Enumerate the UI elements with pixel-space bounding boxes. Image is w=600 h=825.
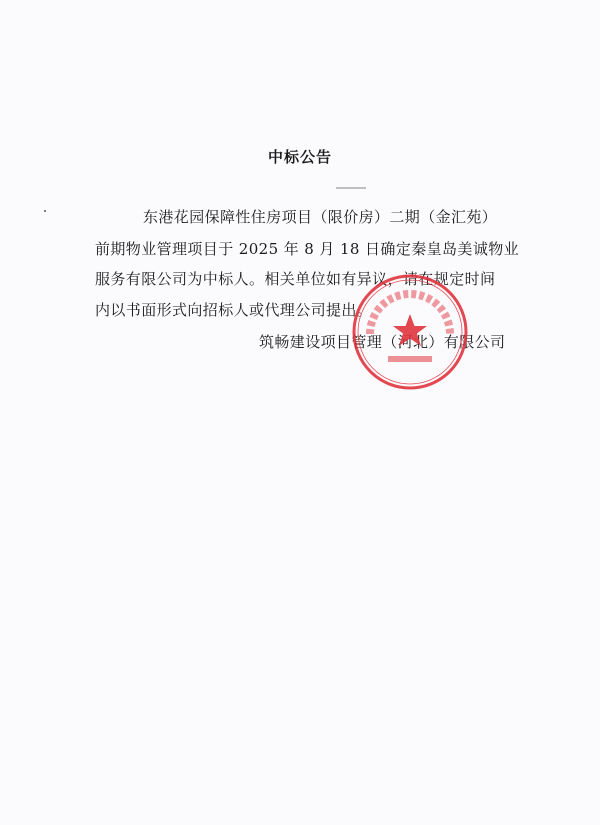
signature-company: 筑畅建设项目管理（河北）有限公司 bbox=[259, 333, 506, 351]
body-line-1: 东港花园保障性住房项目（限价房）二期（金汇苑） bbox=[143, 208, 498, 226]
scan-mark bbox=[336, 187, 366, 189]
seal-star-icon bbox=[393, 314, 427, 346]
scan-dot bbox=[44, 210, 46, 212]
body-line-2: 前期物业管理项目于 2025 年 8 月 18 日确定秦皇岛美诚物业 bbox=[95, 240, 520, 258]
body-line-4: 内以书面形式向招标人或代理公司提出。 bbox=[95, 301, 373, 319]
document-title: 中标公告 bbox=[267, 148, 332, 166]
company-seal-stamp bbox=[350, 272, 470, 392]
body-line-3: 服务有限公司为中标人。相关单位如有异议，请在规定时间 bbox=[95, 270, 496, 288]
